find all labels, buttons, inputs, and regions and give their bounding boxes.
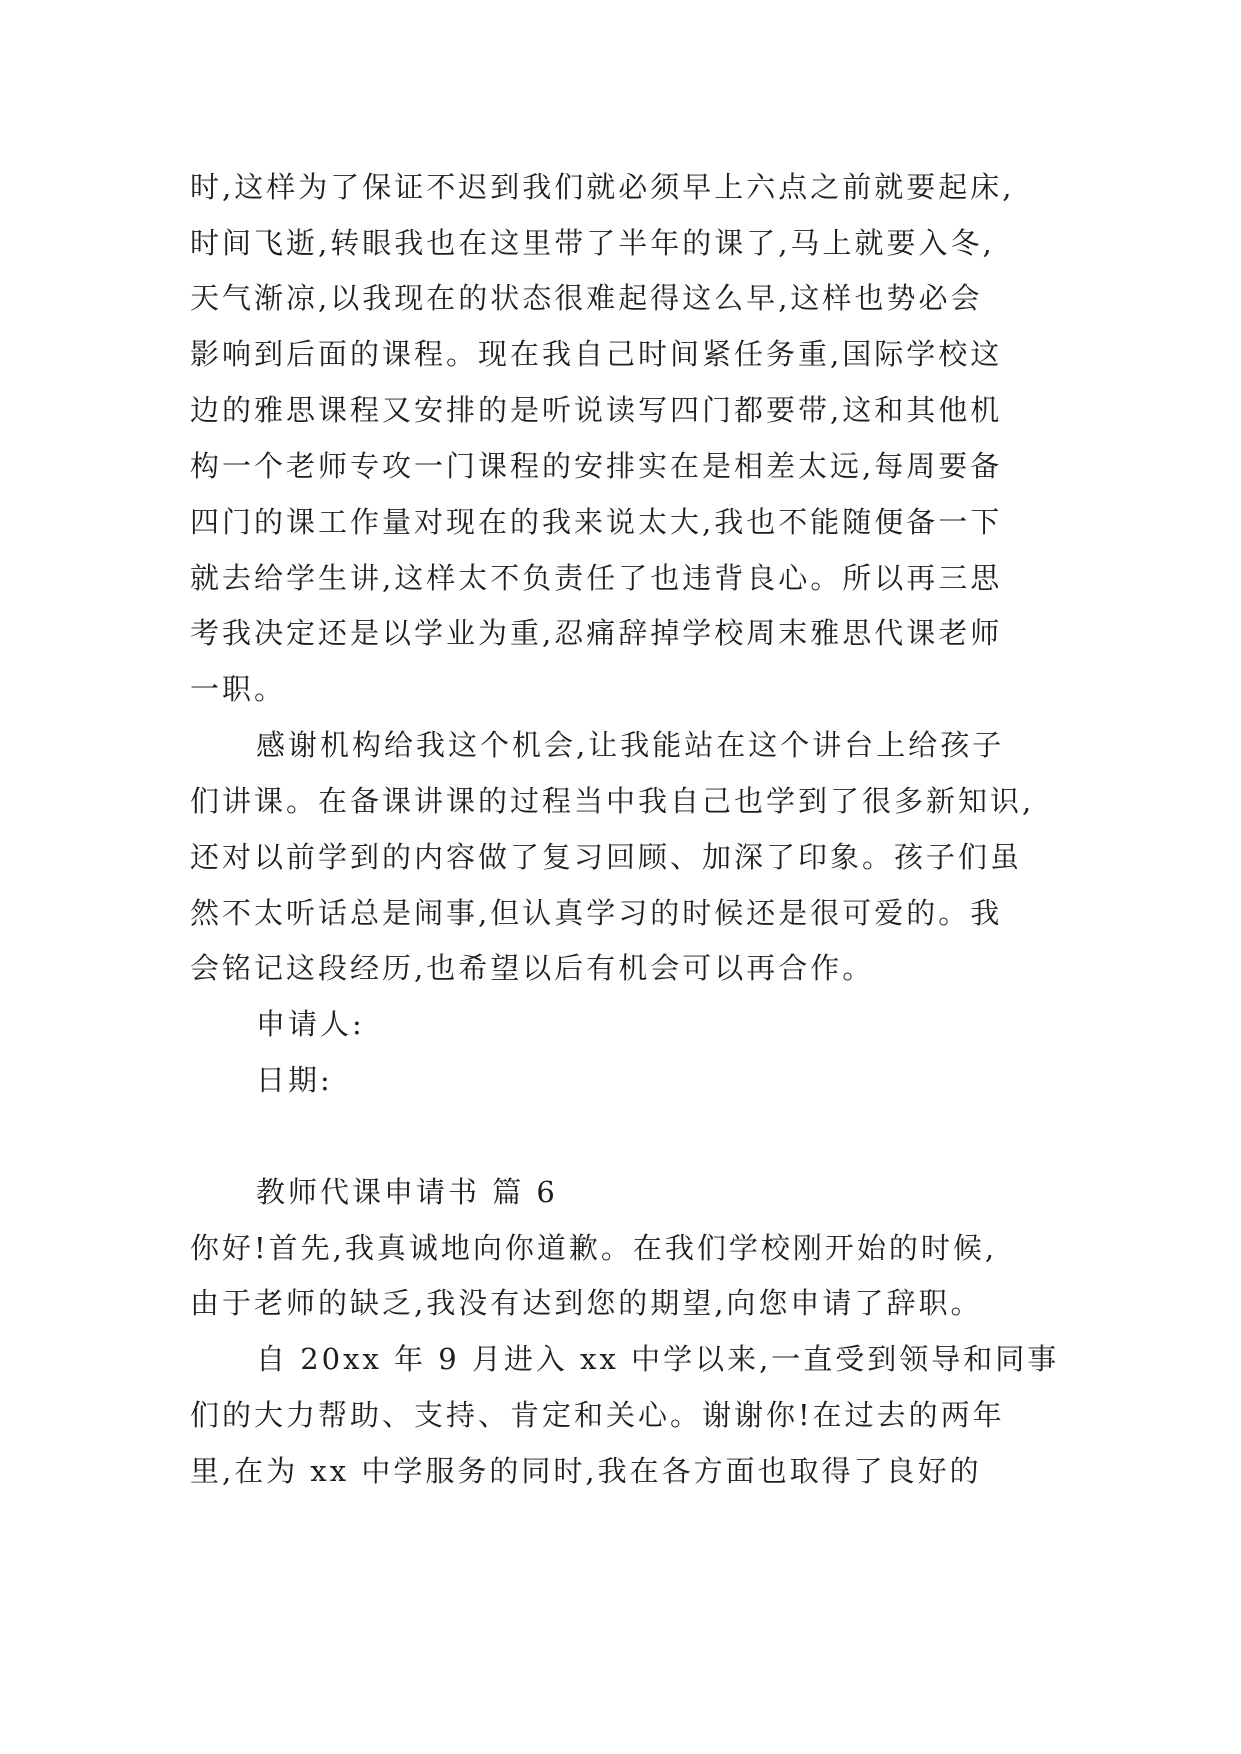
paragraph-line: 自 20xx 年 9 月进入 xx 中学以来,一直受到领导和同事 <box>256 1342 1060 1376</box>
applicant-label: 申请人: <box>256 1007 365 1041</box>
paragraph-line: 一职。 <box>190 672 287 706</box>
paragraph-line: 就去给学生讲,这样太不负责任了也违背良心。所以再三思 <box>190 561 1003 595</box>
paragraph-line: 四门的课工作量对现在的我来说太大,我也不能随便备一下 <box>190 505 1003 539</box>
paragraph-line: 们讲课。在备课讲课的过程当中我自己也学到了很多新知识, <box>190 784 1035 818</box>
date-label: 日期: <box>256 1063 333 1097</box>
paragraph-line: 里,在为 xx 中学服务的同时,我在各方面也取得了良好的 <box>190 1454 982 1488</box>
paragraph-line: 边的雅思课程又安排的是听说读写四门都要带,这和其他机 <box>190 393 1003 427</box>
paragraph-line: 感谢机构给我这个机会,让我能站在这个讲台上给孩子 <box>256 728 1005 762</box>
paragraph-line: 你好!首先,我真诚地向你道歉。在我们学校刚开始的时候, <box>190 1231 998 1265</box>
paragraph-line: 然不太听话总是闹事,但认真学习的时候还是很可爱的。我 <box>190 896 1003 930</box>
paragraph-line: 影响到后面的课程。现在我自己时间紧任务重,国际学校这 <box>190 337 1003 371</box>
paragraph-line: 由于老师的缺乏,我没有达到您的期望,向您申请了辞职。 <box>190 1286 983 1320</box>
paragraph-line: 天气渐凉,以我现在的状态很难起得这么早,这样也势必会 <box>190 281 983 315</box>
paragraph-line: 时,这样为了保证不迟到我们就必须早上六点之前就要起床, <box>190 170 1015 204</box>
paragraph-line: 考我决定还是以学业为重,忍痛辞掉学校周末雅思代课老师 <box>190 616 1003 650</box>
paragraph-line: 构一个老师专攻一门课程的安排实在是相差太远,每周要备 <box>190 449 1003 483</box>
paragraph-line: 会铭记这段经历,也希望以后有机会可以再合作。 <box>190 951 875 985</box>
section-heading: 教师代课申请书 篇 6 <box>256 1175 558 1209</box>
paragraph-line: 时间飞逝,转眼我也在这里带了半年的课了,马上就要入冬, <box>190 226 995 260</box>
paragraph-line: 们的大力帮助、支持、肯定和关心。谢谢你!在过去的两年 <box>190 1398 1005 1432</box>
paragraph-line: 还对以前学到的内容做了复习回顾、加深了印象。孩子们虽 <box>190 840 1023 874</box>
